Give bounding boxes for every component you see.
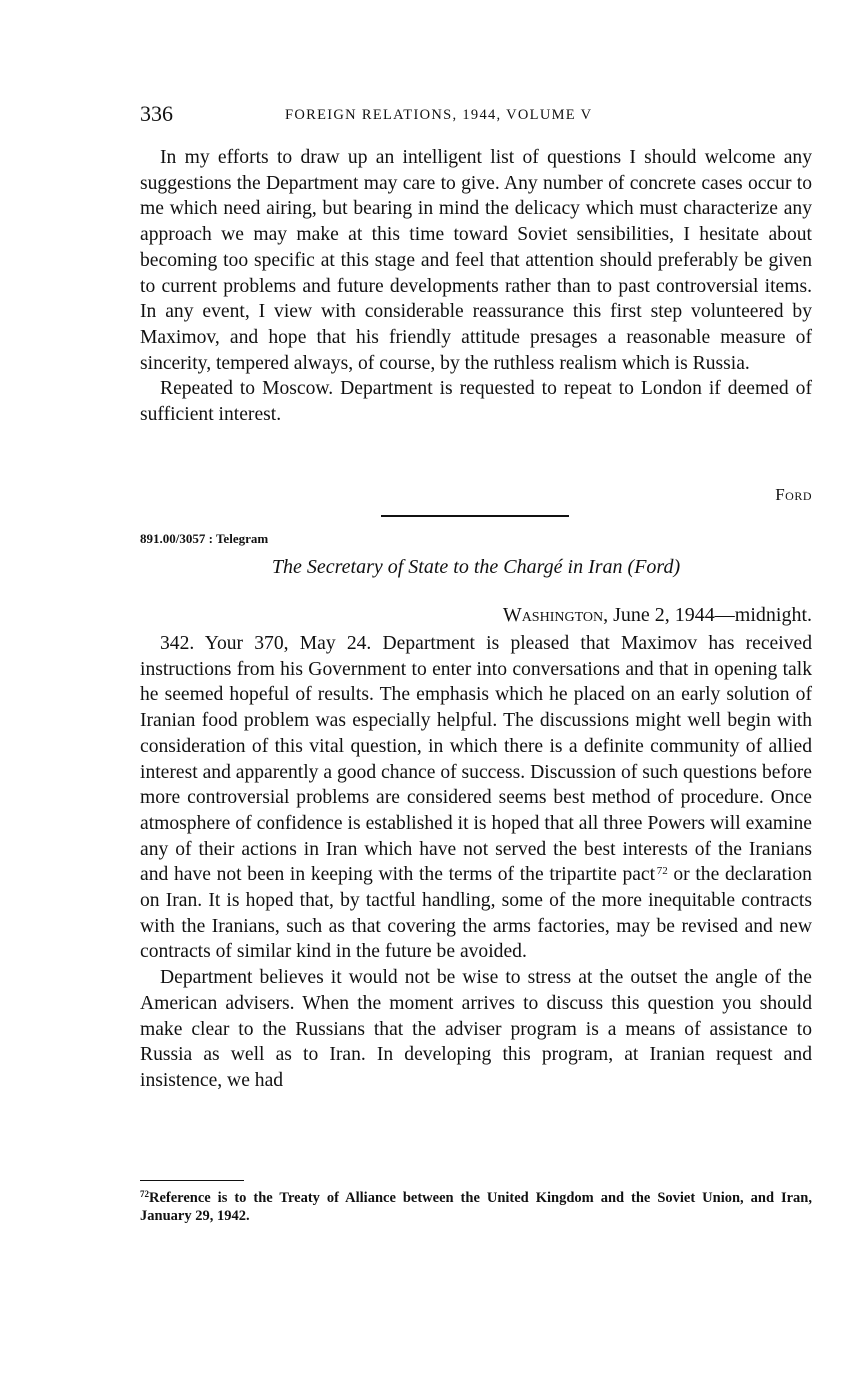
document-heading: The Secretary of State to the Chargé in Iran (Ford) bbox=[271, 556, 681, 578]
file-reference: 891.00/3057 : Telegram bbox=[140, 531, 269, 546]
paragraph-text: 342. Your 370, May 24. Department is pleased that Maximov has received instructions from his Government to enter into conversations and that in opening talk he seemed hopeful of results. The emphasis which he placed on an early solution of Iranian food problem was especially helpful. The discussions might well begin with consideration of this vital question, in which there is a definite community of allied interest and apparently a good chance of success. Discussion of such questions before more controversial problems are considered seems best method of procedure. Once atmosphere of confidence is established it is hoped that all three Powers will examine any of their actions in Iran which have not served the best interests of the Iranians and have not been in keeping with the terms of the tripartite pact bbox=[140, 633, 812, 886]
footnote-mark: 72 bbox=[140, 1189, 149, 1199]
previous-telegram-body bbox=[140, 145, 812, 428]
running-head bbox=[140, 100, 812, 128]
footnote bbox=[140, 1189, 812, 1225]
paragraph bbox=[140, 631, 812, 965]
dateline-place: Washington bbox=[502, 604, 604, 626]
telegram-body bbox=[140, 631, 812, 1094]
page-number: 336 bbox=[140, 101, 173, 126]
paragraph: Department believes it would not be wise to stress at the outset the angle of the American advisers. When the moment arrives to discuss this question you should make clear to the Russians that the adviser program is a means of assistance to Russia as well as to Iran. In developing this program, at Iranian request and insistence, we had bbox=[140, 967, 812, 1091]
dateline-date: , June 2, 1944—midnight. bbox=[603, 604, 812, 626]
footnote-rule bbox=[140, 1180, 244, 1181]
running-title: FOREIGN RELATIONS, 1944, VOLUME V bbox=[285, 107, 593, 123]
paragraph: In my efforts to draw up an intelligent list of questions I should welcome any suggestions the Department may care to give. Any number of concrete cases occur to me which need airing, but bearing in mind the delicacy which must characterize any approach we may make at this time toward Soviet sensibilities, I hesitate about becoming too specific at this stage and feel that attention should preferably be given to current problems and future developments rather than to past controversial items. In any event, I view with considerable reassurance this first step volunteered by Maximov, and hope that his friendly attitude presages a reasonable measure of sincerity, tempered always, of course, by the ruthless realism which is Russia. bbox=[140, 147, 812, 374]
paragraph-text: or the declaration on Iran. It is hoped that, by tactful handling, some of the more inequitable contracts with the Iranians, such as that covering the arms factories, may be revised and new contracts of similar kind in the future be avoided. bbox=[140, 864, 812, 963]
footnote-reference[interactable]: 72 bbox=[656, 865, 668, 878]
section-divider bbox=[381, 515, 569, 517]
signature: Ford bbox=[775, 485, 812, 504]
paragraph: Repeated to Moscow. Department is requested to repeat to London if deemed of sufficient interest. bbox=[140, 378, 812, 426]
dateline bbox=[503, 601, 812, 629]
footnote-text: Reference is to the Treaty of Alliance between the United Kingdom and the Soviet Union, and Iran, January 29, 1942. bbox=[140, 1190, 812, 1224]
